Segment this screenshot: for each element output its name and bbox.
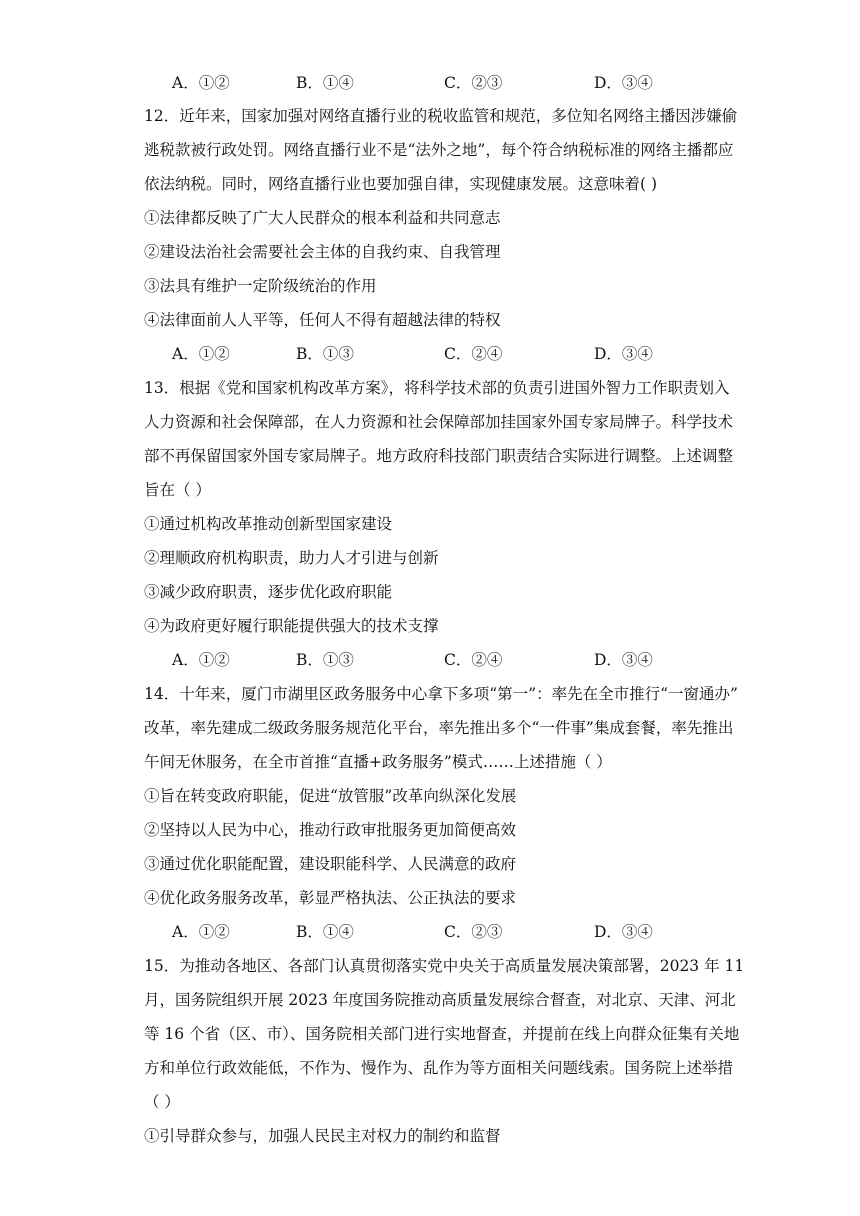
q14-statement: ②坚持以人民为中心，推动行政审批服务更加简便高效 — [144, 821, 517, 839]
q12-option-b: B．①③ — [296, 345, 354, 363]
q13-stem-line: 13．根据《党和国家机构改革方案》，将科学技术部的负责引进国外智力工作职责划入 — [144, 379, 730, 397]
q12-stem-line: 12．近年来，国家加强对网络直播行业的税收监管和规范，多位知名网络主播因涉嫌偷 — [144, 107, 738, 125]
q12-statement: ④法律面前人人平等，任何人不得有超越法律的特权 — [144, 311, 501, 329]
q14-statement: ④优化政务服务改革，彰显严格执法、公正执法的要求 — [144, 889, 517, 907]
q13-stem-line: 部不再保留国家外国专家局牌子。地方政府科技部门职责结合实际进行调整。上述调整 — [144, 447, 734, 465]
q12-statement: ③法具有维护一定阶级统治的作用 — [144, 277, 377, 295]
q13-statement: ④为政府更好履行职能提供强大的技术支撑 — [144, 617, 439, 635]
q14-stem-line: 午间无休服务，在全市首推“直播+政务服务”模式……上述措施（ ） — [144, 753, 612, 771]
q13-option-c: C．②④ — [444, 651, 503, 669]
q15-stem-line: 月，国务院组织开展 2023 年度国务院推动高质量发展综合督查，对北京、天津、河北 — [144, 991, 736, 1009]
q14-option-b: B．①④ — [296, 923, 354, 941]
q11-option-d: D．③④ — [594, 74, 653, 92]
q11-option-b: B．①④ — [296, 74, 354, 92]
q11-option-c: C．②③ — [444, 74, 503, 92]
q12-stem-line: 依法纳税。同时，网络直播行业也要加强自律，实现健康发展。这意味着( ) — [144, 175, 658, 193]
q11-option-a: A．①② — [172, 74, 230, 92]
q14-statement: ③通过优化职能配置，建设职能科学、人民满意的政府 — [144, 855, 517, 873]
q13-stem-line: 旨在（ ） — [144, 481, 211, 499]
q12-stem-line: 逃税款被行政处罚。网络直播行业不是“法外之地”，每个符合纳税标准的网络主播都应 — [144, 141, 734, 159]
q12-option-a: A．①② — [172, 345, 230, 363]
q14-stem-line: 14．十年来，厦门市湖里区政务服务中心拿下多项“第一”：率先在全市推行“一窗通办” — [144, 685, 738, 703]
q14-option-c: C．②③ — [444, 923, 503, 941]
q14-statement: ①旨在转变政府职能，促进“放管服”改革向纵深化发展 — [144, 787, 517, 805]
q12-statement: ①法律都反映了广大人民群众的根本利益和共同意志 — [144, 209, 501, 227]
q13-option-a: A．①② — [172, 651, 230, 669]
q14-stem-line: 改革，率先建成二级政务服务规范化平台，率先推出多个“一件事”集成套餐，率先推出 — [144, 719, 734, 737]
q13-statement: ③减少政府职责，逐步优化政府职能 — [144, 583, 393, 601]
q15-stem-line: 等 16 个省（区、市）、国务院相关部门进行实地督查，并提前在线上向群众征集有关地 — [144, 1025, 740, 1043]
q12-option-d: D．③④ — [594, 345, 653, 363]
q13-statement: ②理顺政府机构职责，助力人才引进与创新 — [144, 549, 439, 567]
q15-statement: ①引导群众参与，加强人民民主对权力的制约和监督 — [144, 1127, 501, 1145]
q13-statement: ①通过机构改革推动创新型国家建设 — [144, 515, 393, 533]
q12-statement: ②建设法治社会需要社会主体的自我约束、自我管理 — [144, 243, 501, 261]
q13-option-b: B．①③ — [296, 651, 354, 669]
q15-stem-line: 方和单位行政效能低，不作为、慢作为、乱作为等方面相关问题线索。国务院上述举措 — [144, 1059, 734, 1077]
q13-stem-line: 人力资源和社会保障部，在人力资源和社会保障部加挂国家外国专家局牌子。科学技术 — [144, 413, 734, 431]
q15-stem-line: 15．为推动各地区、各部门认真贯彻落实党中央关于高质量发展决策部署，2023 年 11 — [144, 957, 745, 975]
q13-option-d: D．③④ — [594, 651, 653, 669]
q15-stem-line: （ ） — [144, 1093, 180, 1111]
q12-option-c: C．②④ — [444, 345, 503, 363]
q14-option-a: A．①② — [172, 923, 230, 941]
q14-option-d: D．③④ — [594, 923, 653, 941]
